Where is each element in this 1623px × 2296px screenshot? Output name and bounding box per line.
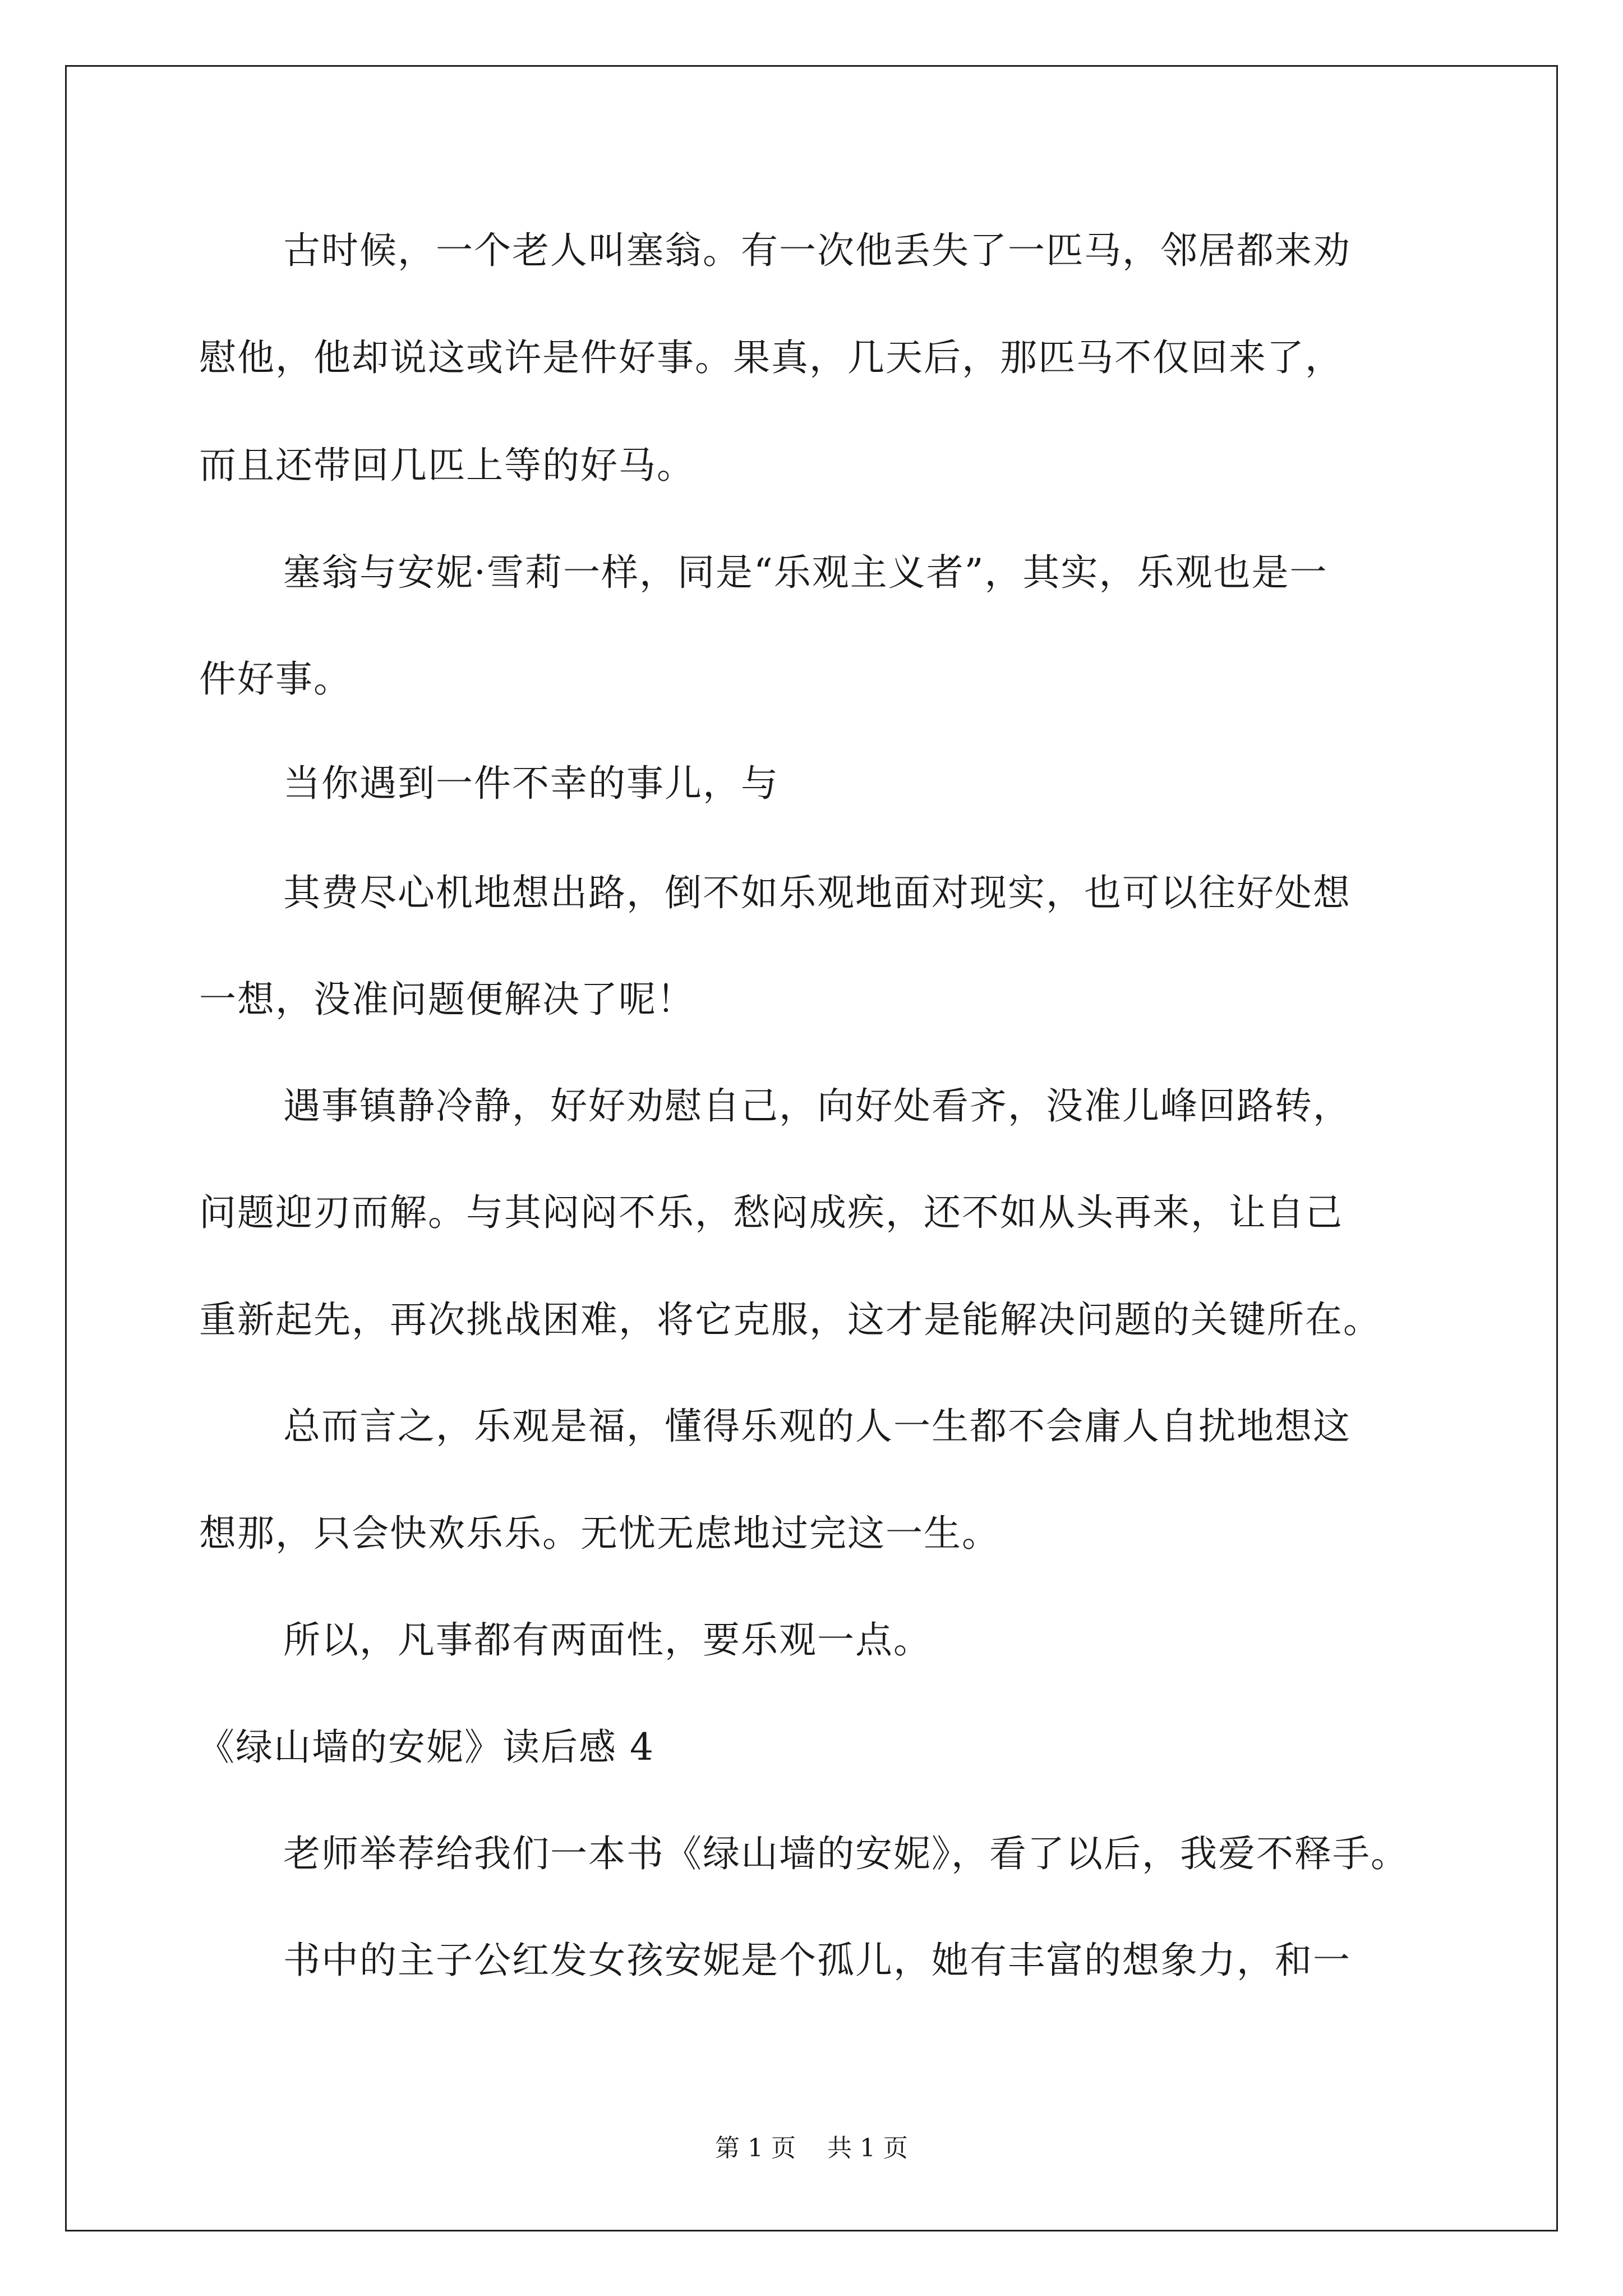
paragraph-line: 想那，只会快欢乐乐。无忧无虑地过完这一生。 [199, 1512, 1000, 1555]
paragraph-line: 所以，凡事都有两面性，要乐观一点。 [283, 1618, 932, 1662]
page-number-footer: 第 1 页 共 1 页 [715, 2134, 908, 2162]
paragraph-line: 古时候，一个老人叫塞翁。有一次他丢失了一匹马，邻居都来劝 [283, 229, 1351, 272]
paragraph-line: 书中的主子公红发女孩安妮是个孤儿，她有丰富的想象力，和一 [283, 1939, 1351, 1982]
paragraph-line: 遇事镇静冷静，好好劝慰自己，向好处看齐，没准儿峰回路转， [283, 1084, 1351, 1128]
paragraph-line: 其费尽心机地想出路，倒不如乐观地面对现实，也可以往好处想 [283, 871, 1351, 914]
paragraph-line: 一想，没准问题便解决了呢！ [199, 978, 695, 1021]
section-heading: 《绿山墙的安妮》读后感 4 [197, 1726, 654, 1769]
paragraph-line: 总而言之，乐观是福，懂得乐观的人一生都不会庸人自扰地想这 [283, 1405, 1351, 1448]
paragraph-line: 慰他，他却说这或许是件好事。果真，几天后，那匹马不仅回来了， [199, 336, 1343, 379]
paragraph-line: 而且还带回几匹上等的好马。 [199, 444, 695, 487]
paragraph-line: 问题迎刃而解。与其闷闷不乐，愁闷成疾，还不如从头再来，让自己 [199, 1191, 1343, 1234]
paragraph-line: 当你遇到一件不幸的事儿，与 [283, 762, 779, 805]
page-border [65, 65, 1558, 2231]
paragraph-line: 件好事。 [199, 657, 352, 701]
paragraph-line: 重新起先，再次挑战困难，将它克服，这才是能解决问题的关键所在。 [199, 1298, 1381, 1341]
paragraph-line: 老师举荐给我们一本书《绿山墙的安妮》，看了以后，我爱不释手。 [283, 1832, 1409, 1875]
paragraph-line: 塞翁与安妮·雪莉一样，同是“乐观主义者”，其实，乐观也是一 [283, 551, 1328, 594]
